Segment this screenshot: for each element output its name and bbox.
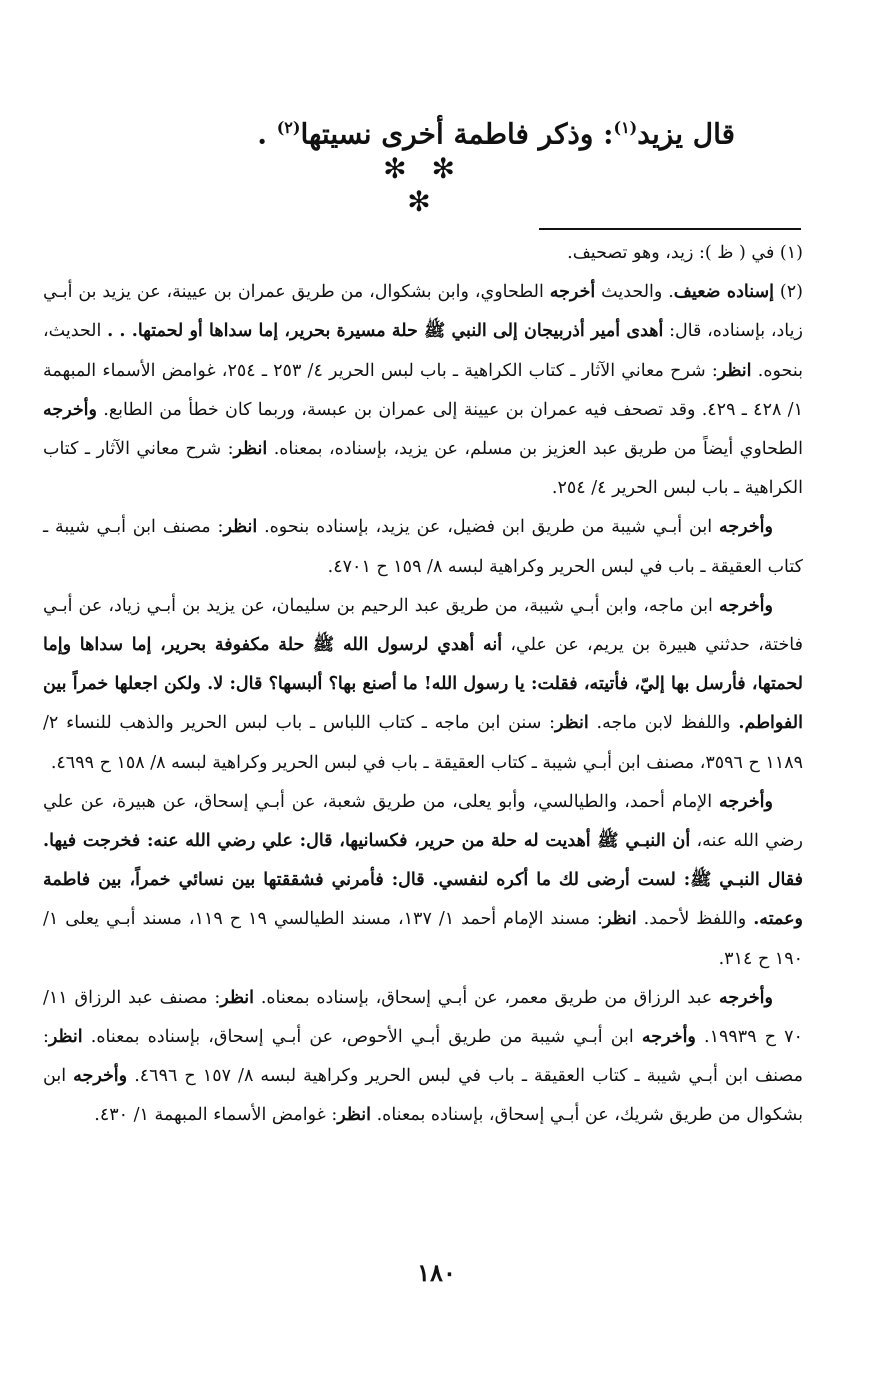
footnote-text: : شرح معاني الآثار ـ كتاب الكراهية ـ باب لبس الحرير ٤/ ٢٥٣ ـ ٢٥٤، غوامض الأسماء المبهمة ١/ ٤٢٨ ـ ٤٢٩. وقد تصحف فيه عمران بن عيينة إلى عمران بن عبسة، وربما كان خطأ من الطابع.: [43, 360, 803, 420]
footnote-text: : مصنف ابن أبـي شيبة ـ كتاب العقيقة ـ باب في لبس الحرير وكراهية لبسه ٨/ ١٥٩ ح ٤٧٠١.: [43, 517, 803, 577]
keyword-akhrajahu: وأخرجه: [719, 595, 773, 616]
keyword-unzur: انظر: [555, 713, 589, 734]
footnote-text: الطحاوي، وابن بشكوال، من طريق عمران بن عيينة، عن يزيد بن أبـي زياد، بإسناده، قال:: [43, 282, 803, 342]
keyword-akhrajahu: أخرجه: [549, 282, 596, 303]
page-number: ١٨٠: [417, 1258, 456, 1287]
footnote-ref-1[interactable]: (١): [613, 118, 638, 137]
footnote-paragraph: [43, 783, 803, 979]
hadith-text: أنه أهدي لرسول الله ﷺ حلة مكفوفة بحرير، إما سداها وإما لحمتها، فأرسل بها إليّ، فأتيته، فقلت: يا رسول الله! ما أصنع بها؟ ألبسها؟ قال: لا. ولكن اجعلها خمراً بين الفواطم.: [43, 635, 803, 734]
keyword-unzur: انظر: [602, 909, 637, 930]
keyword-akhrajahu: وأخرجه: [641, 1027, 696, 1048]
keyword-unzur: انظر: [233, 439, 268, 460]
keyword-unzur: انظر: [223, 517, 258, 538]
hadith-text: أن النبـي ﷺ أهديت له حلة من حرير، فكسانيها، قال: علي رضي الله عنه: فخرجت فيها. فقال النبـي ﷺ: لست أرضى لك ما أكره لنفسي. قال: فأمرني فشققتها بين نسائي خمراً، بين فاطمة وعمته.: [43, 831, 803, 930]
keyword-unzur: انظر: [337, 1105, 372, 1126]
footnote-text: : مصنف عبد الرزاق ١١/ ٧٠ ح ١٩٩٣٩.: [43, 987, 803, 1048]
keyword-akhrajahu: وأخرجه: [718, 987, 773, 1008]
footnote-text: واللفظ لابن ماجه.: [596, 713, 731, 734]
footnote-1: (١) في ( ظ ): زيد، وهو تصحيف.: [567, 243, 803, 263]
footnote-text: واللفظ لأحمد.: [643, 909, 747, 930]
footnote-text: : مسند الإمام أحمد ١/ ١٣٧، مسند الطيالسي ١٩ ح ١١٩، مسند أبـي يعلى ١/ ١٩٠ ح ٣١٤.: [43, 909, 803, 969]
footnote-ref-2[interactable]: (٢): [276, 118, 301, 137]
keyword-unzur: انظر: [48, 1027, 83, 1048]
footnote-text: ابن أبـي شيبة من طريق ابن فضيل، عن يزيد، بإسناده بنحوه.: [264, 517, 713, 538]
section-separator-stars: ✻ ✻ ✻: [383, 152, 463, 218]
footnote-paragraph: [43, 508, 803, 586]
grading-text: إسناده ضعيف: [673, 282, 775, 303]
main-text-end: .: [257, 117, 267, 151]
footnote-text: ابن أبـي شيبة من طريق أبـي الأحوص، عن أبـي إسحاق، بإسناده بمعناه.: [90, 1027, 634, 1048]
footnote-2: [43, 273, 803, 508]
keyword-akhrajahu: وأخرجه: [718, 517, 773, 538]
main-text-line: [80, 105, 735, 157]
keyword-unzur: انظر: [220, 987, 255, 1008]
main-text-start: قال يزيد: [637, 117, 735, 151]
footnote-text: : شرح معاني الآثار ـ كتاب الكراهية ـ باب لبس الحرير ٤/ ٢٥٤.: [43, 439, 803, 499]
footnote-text: : سنن ابن ماجه ـ كتاب اللباس ـ باب لبس الحرير والذهب للنساء ٢/ ١١٨٩ ح ٣٥٩٦، مصنف ابن أبـي شيبة ـ كتاب العقيقة ـ باب في لبس الحرير وكراهية لبسه ٨/ ١٥٨ ح ٤٦٩٩.: [43, 713, 803, 773]
footnote-paragraph: [43, 979, 803, 1136]
footnote-text: الإمام أحمد، والطيالسي، وأبو يعلى، من طريق شعبة، عن أبـي إسحاق، عن هبيرة، عن علي رضي الله عنه،: [43, 791, 803, 852]
hadith-text: أهدى أمير أذربيجان إلى النبي ﷺ حلة مسيرة بحرير، إما سداها أو لحمتها. . .: [107, 321, 664, 342]
keyword-akhrajahu: وأخرجه: [718, 791, 773, 812]
keyword-unzur: انظر: [717, 360, 752, 381]
footnote-text: ابن ماجه، وابن أبـي شيبة، من طريق عبد الرحيم بن سليمان، عن يزيد بن أبـي زياد، عن أبـي فاختة، حدثني هبيرة بن يريم، عن علي،: [43, 595, 803, 656]
footnote-text: . والحديث: [601, 282, 674, 303]
footnotes-block: [43, 234, 803, 1136]
main-text-middle: : وذكر فاطمة أخرى نسيتها: [300, 117, 614, 151]
footnote-text: : غوامض الأسماء المبهمة ١/ ٤٣٠.: [94, 1105, 338, 1126]
footnote-text: ابن بشكوال من طريق شريك، عن أبـي إسحاق، بإسناده بمعناه.: [43, 1066, 803, 1126]
keyword-akhrajahu: وأخرجه: [43, 399, 97, 420]
keyword-akhrajahu: وأخرجه: [73, 1066, 128, 1087]
footnote-text: الحديث، بنحوه.: [43, 321, 803, 381]
footnote-text: : مصنف ابن أبـي شيبة ـ كتاب العقيقة ـ باب في لبس الحرير وكراهية لبسه ٨/ ١٥٧ ح ٤٦٩٦.: [43, 1027, 803, 1087]
footnote-2-label: (٢): [779, 282, 803, 303]
footnote-paragraph: [43, 587, 803, 783]
footnote-rule: [539, 228, 801, 230]
footnote-text: الطحاوي أيضاً من طريق عبد العزيز بن مسلم، عن يزيد، بإسناده، بمعناه.: [273, 439, 803, 460]
footnote-text: عبد الرزاق من طريق معمر، عن أبـي إسحاق، بإسناده بمعناه.: [260, 987, 713, 1008]
